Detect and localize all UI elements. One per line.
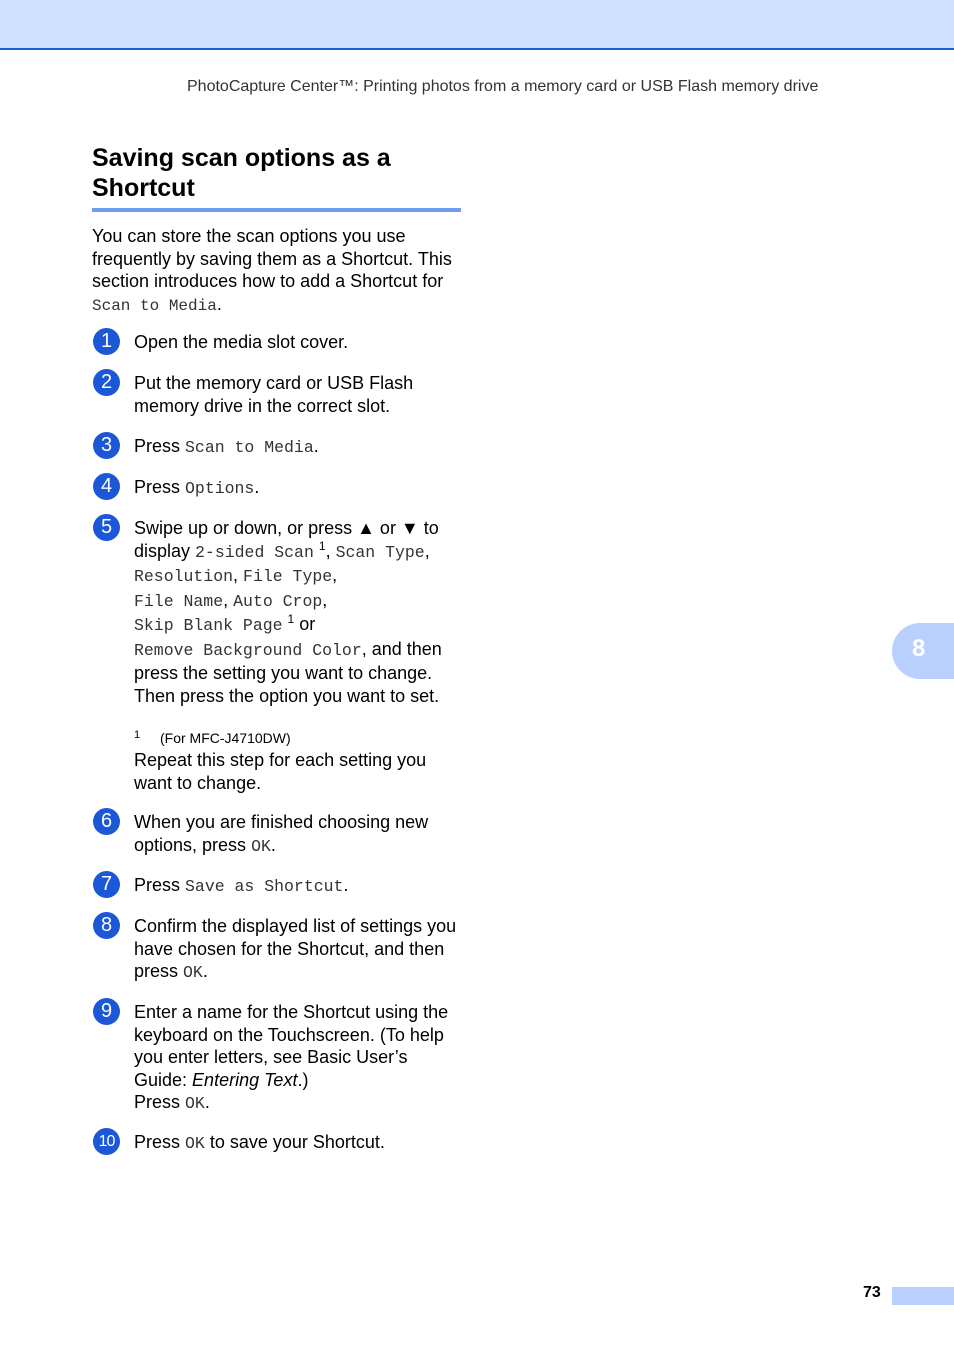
step-9-press: Press <box>134 1092 186 1112</box>
step-8-end: . <box>202 961 208 981</box>
running-header: PhotoCapture Center™: Printing photos from a memory card or USB Flash memory drive <box>187 78 819 95</box>
separator: , <box>332 565 338 585</box>
step-9-paren-end: .) <box>297 1069 309 1090</box>
step-text <box>134 1131 462 1156</box>
step-text <box>134 435 462 460</box>
auto-crop-term: Auto Crop <box>233 591 323 611</box>
step-4-end: . <box>254 477 260 497</box>
or-text: or <box>294 614 316 634</box>
step-text <box>134 874 462 899</box>
step-5-text: Swipe up or down, or press ▲ or ▼ to display <box>134 518 439 561</box>
footnote-text: (For MFC-J4710DW) <box>160 730 291 746</box>
scan-type-term: Scan Type <box>335 542 425 562</box>
step-number-badge: 5 <box>93 514 120 541</box>
intro-text: You can store the scan options you use frequently by saving them as a Shortcut. This section introduces how to add a Shortcut for <box>92 226 452 291</box>
step-number-badge: 7 <box>93 871 120 898</box>
ok-term: OK <box>183 963 203 982</box>
entering-text-link: Entering Text <box>192 1069 298 1090</box>
step-text <box>134 915 462 985</box>
step-number-badge: 1 <box>93 328 120 355</box>
step-text <box>134 372 462 417</box>
step-number-badge: 10 <box>93 1128 120 1155</box>
step-10-end: to save your Shortcut. <box>204 1132 385 1152</box>
footnote <box>134 730 291 746</box>
intro-mono-term: Scan to Media <box>92 296 217 315</box>
resolution-term: Resolution <box>134 567 234 586</box>
step-6-end: . <box>270 834 276 855</box>
step-text <box>134 1001 462 1116</box>
file-type-term: File Type <box>243 567 333 586</box>
step-4-text: Press <box>134 477 186 497</box>
section-title-line2: Shortcut <box>92 174 195 202</box>
two-sided-scan-term: 2-sided Scan <box>195 542 314 562</box>
footnote-ref: 1 <box>318 538 326 553</box>
chapter-tab <box>892 623 954 679</box>
step-6-text: When you are finished choosing new options, press <box>134 812 429 855</box>
intro-end: . <box>216 293 222 314</box>
step-number-badge: 2 <box>93 369 120 396</box>
step-number-badge: 8 <box>93 912 120 939</box>
remove-background-color-term: Remove Background Color <box>134 640 362 660</box>
step-text <box>134 811 462 858</box>
separator: , <box>322 589 328 610</box>
step-9-end: . <box>204 1092 210 1112</box>
step-number-badge: 9 <box>93 998 120 1025</box>
separator: , <box>325 540 336 561</box>
page-number-bar <box>892 1287 954 1305</box>
ok-term: OK <box>251 836 271 856</box>
step-text <box>134 331 462 354</box>
footnote-ref: 1 <box>287 612 295 626</box>
skip-blank-page-term: Skip Blank Page <box>134 616 283 635</box>
intro-paragraph <box>92 225 462 317</box>
section-title-line1: Saving scan options as a <box>92 144 391 172</box>
separator: , <box>233 565 244 585</box>
step-3-text: Press <box>134 436 186 456</box>
ok-term: OK <box>185 1134 205 1153</box>
step-8-text: Confirm the displayed list of settings you have chosen for the Shortcut, and then press <box>134 916 457 981</box>
step-7-end: . <box>343 875 349 895</box>
step-9-text: Enter a name for the Shortcut using the keyboard on the Touchscreen. (To help you enter letters, see Basic User’s Guide: <box>134 1002 449 1090</box>
step-number-badge: 4 <box>93 473 120 500</box>
separator: , <box>223 589 234 610</box>
title-underline <box>92 208 461 212</box>
page-number: 73 <box>863 1284 881 1301</box>
ok-term: OK <box>185 1094 205 1113</box>
step-5-followup: Repeat this step for each setting you want to change. <box>134 750 427 793</box>
step-2-text: Put the memory card or USB Flash memory drive in the correct slot. <box>134 373 414 416</box>
step-number-badge: 6 <box>93 808 120 835</box>
separator: , <box>424 540 430 561</box>
step-text <box>134 476 462 501</box>
step-5-end: , and then press the setting you want to change. Then press the option you want to set. <box>134 638 442 706</box>
save-as-shortcut-term: Save as Shortcut <box>185 877 344 896</box>
step-7-text: Press <box>134 875 186 895</box>
top-header-band <box>0 0 954 50</box>
scan-to-media-term: Scan to Media <box>185 438 314 457</box>
chapter-number: 8 <box>912 635 926 662</box>
step-1-text: Open the media slot cover. <box>134 332 349 352</box>
section-title <box>92 143 462 203</box>
step-10-text: Press <box>134 1132 186 1152</box>
step-number-badge: 3 <box>93 432 120 459</box>
footnote-number: 1 <box>134 729 141 741</box>
file-name-term: File Name <box>134 591 224 611</box>
options-term: Options <box>185 479 255 498</box>
step-3-end: . <box>313 436 319 456</box>
step-text <box>134 517 462 707</box>
